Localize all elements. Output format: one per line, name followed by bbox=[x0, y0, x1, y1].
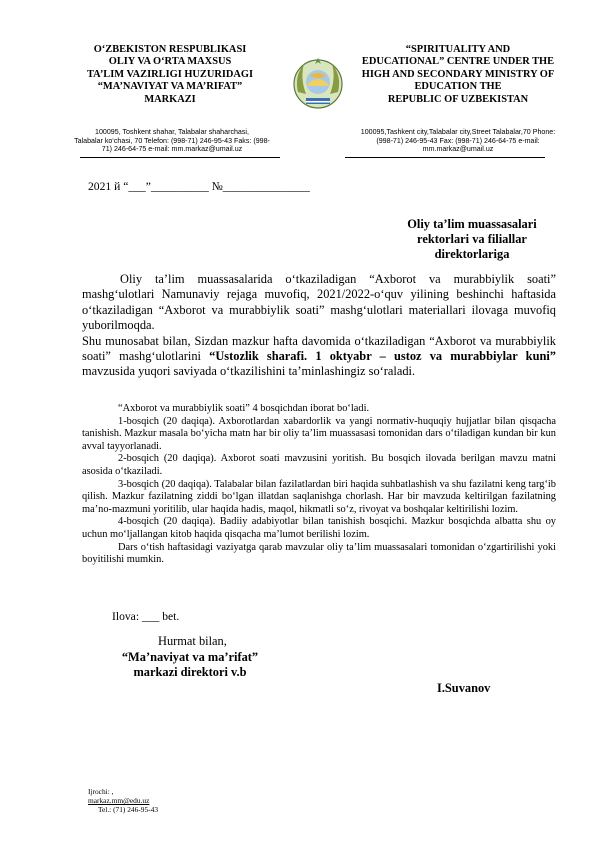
address-line: Talabalar ko‘chasi, 70 Telefon: (998-71) 246-95-43 Faks: (998- bbox=[74, 136, 270, 145]
body-paragraph-1: Oliy ta’lim muassasalarida o‘tkaziladigan “Axborot va murabbiylik soati” mashg‘ulotlari Namunaviy rejaga muvofiq, 2021/2022-o‘quv yilining beshinchi haftasida o‘tkaziladigan “Axborot va murabbiylik soati” mashg‘ulotlari materiallari ilovaga muvofiq yuborilmoqda. bbox=[82, 272, 556, 333]
footer-executor bbox=[88, 787, 158, 814]
body-paragraph-2-text: Shu munosabat bilan, Sizdan mazkur hafta davomida o‘tkaziladigan “Axborot va murabbiylik soati” mashg‘ulotlarini bbox=[82, 333, 556, 364]
attachment-note: Ilova: ___ bet. bbox=[112, 610, 180, 623]
footer-phone: Tel.: (71) 246-95-43 bbox=[98, 805, 159, 814]
steps-block bbox=[82, 403, 556, 567]
signature-title-line: “Ma’naviyat va ma’rifat” bbox=[121, 650, 259, 664]
recipient-line: rektorlari va filiallar bbox=[417, 232, 527, 247]
header-org-en bbox=[338, 44, 578, 106]
lesson-topic: “Ustozlik sharafi. 1 oktyabr – ustoz va murabbiylar kuni” bbox=[209, 349, 556, 364]
step-4: 4-bosqich (20 daqiqa). Badiiy adabiyotlar bilan tanishish bosqichi. Mazkur bosqichda albatta shu oy uchun mo‘ljallangan kitob haqida qisqacha ma’lumot berilishi lozim. bbox=[82, 516, 556, 540]
address-line: 100095, Toshkent shahar, Talabalar shaharchasi, bbox=[95, 128, 249, 136]
header-left-line: O‘ZBEKISTON RESPUBLIKASI bbox=[93, 44, 247, 55]
header-right-line: EDUCATION THE bbox=[414, 81, 502, 93]
footer-prefix: Ijrochi: , bbox=[88, 787, 114, 796]
signatory-name: I.Suvanov bbox=[437, 681, 491, 695]
address-line: mm.markaz@umail.uz bbox=[422, 145, 494, 154]
header-left-line: “MA’NAVIYAT VA MA’RIFAT” bbox=[97, 81, 243, 93]
step-3: 3-bosqich (20 daqiqa). Talabalar bilan fazilatlardan biri haqida suhbatlashish va shu fazilatni keng targ‘ib qilish. Mazkur fazilatning ziddi bo‘lgan illatdan saqlanishga chorlash. Har bir mavzuda keltirilgan fazilatning ma’no-mazmuni yoritilib, ular haqida hadis, maqol, hikmatli so‘z, rivoyat va boshqalar keltirilishi lozim. bbox=[82, 478, 556, 515]
signature-title bbox=[110, 650, 270, 680]
header-left-line: OLIY VA O‘RTA MAXSUS bbox=[108, 56, 232, 68]
address-line: (998-71) 246-95-43 Fax: (998-71) 246-64-75 e-mail: bbox=[376, 136, 540, 145]
header-right-line: EDUCATIONAL” CENTRE UNDER THE bbox=[361, 56, 555, 68]
recipient-line: Oliy ta’lim muassasalari bbox=[407, 217, 537, 231]
date-number-line: 2021 й “___”__________ №_______________ bbox=[88, 180, 310, 193]
header-right-line: HIGH AND SECONDARY MINISTRY OF bbox=[361, 68, 555, 80]
header-divider bbox=[345, 157, 545, 158]
address-line: 71) 246-64-75 e-mail: mm.markaz@umail.uz bbox=[101, 145, 243, 154]
step-1: 1-bosqich (20 daqiqa). Axborotlardan xabardorlik va yangi normativ-huquqiy hujjatlar bilan qisqacha tanishish. Mazkur masala bo‘yicha matn har bir oliy ta’lim muassasasi tomonidan dars o‘tiladigan kundan bir kun avval tayyorlanadi. bbox=[82, 415, 556, 452]
body-paragraph-2 bbox=[82, 334, 556, 380]
regards: Hurmat bilan, bbox=[158, 634, 227, 648]
steps-closing: Dars o‘tish haftasidagi vaziyatga qarab mavzular oliy ta’lim muassasalari tomonidan o‘zgartirilishi yoki boyitilishi mumkin. bbox=[82, 541, 556, 566]
footer-email-link[interactable]: markaz.mm@edu.uz bbox=[88, 796, 150, 805]
steps-intro: “Axborot va murabbiylik soati” 4 bosqichdan iborat bo‘ladi. bbox=[118, 403, 370, 414]
recipient-block bbox=[388, 217, 556, 263]
footer-executor-line bbox=[88, 787, 158, 805]
step-2: 2-bosqich (20 daqiqa). Axborot soati mavzusini yoritish. Bu bosqich ilovada berilgan mavzu matni asosida o‘tkaziladi. bbox=[82, 453, 556, 477]
header-org-uz bbox=[60, 44, 280, 106]
address-en bbox=[348, 128, 568, 154]
header-divider bbox=[80, 157, 280, 158]
body-paragraph-2-tail: mavzusida yuqori saviyada o‘tkazilishini ta’minlashingiz so‘raladi. bbox=[82, 364, 416, 379]
header-right-line: REPUBLIC OF UZBEKISTAN bbox=[387, 93, 529, 105]
address-line: 100095,Tashkent city,Talabalar city,Street Talabalar,70 Phone: bbox=[360, 128, 556, 136]
header-right-line: “SPIRITUALITY AND bbox=[405, 44, 511, 55]
header-left-line: MARKAZI bbox=[144, 93, 196, 105]
address-uz bbox=[62, 128, 282, 154]
signature-title-line: markazi direktori v.b bbox=[133, 665, 247, 679]
letter-body bbox=[82, 272, 556, 380]
header-left-line: TA’LIM VAZIRLIGI HUZURIDAGI bbox=[86, 68, 254, 80]
recipient-line: direktorlariga bbox=[434, 247, 510, 262]
